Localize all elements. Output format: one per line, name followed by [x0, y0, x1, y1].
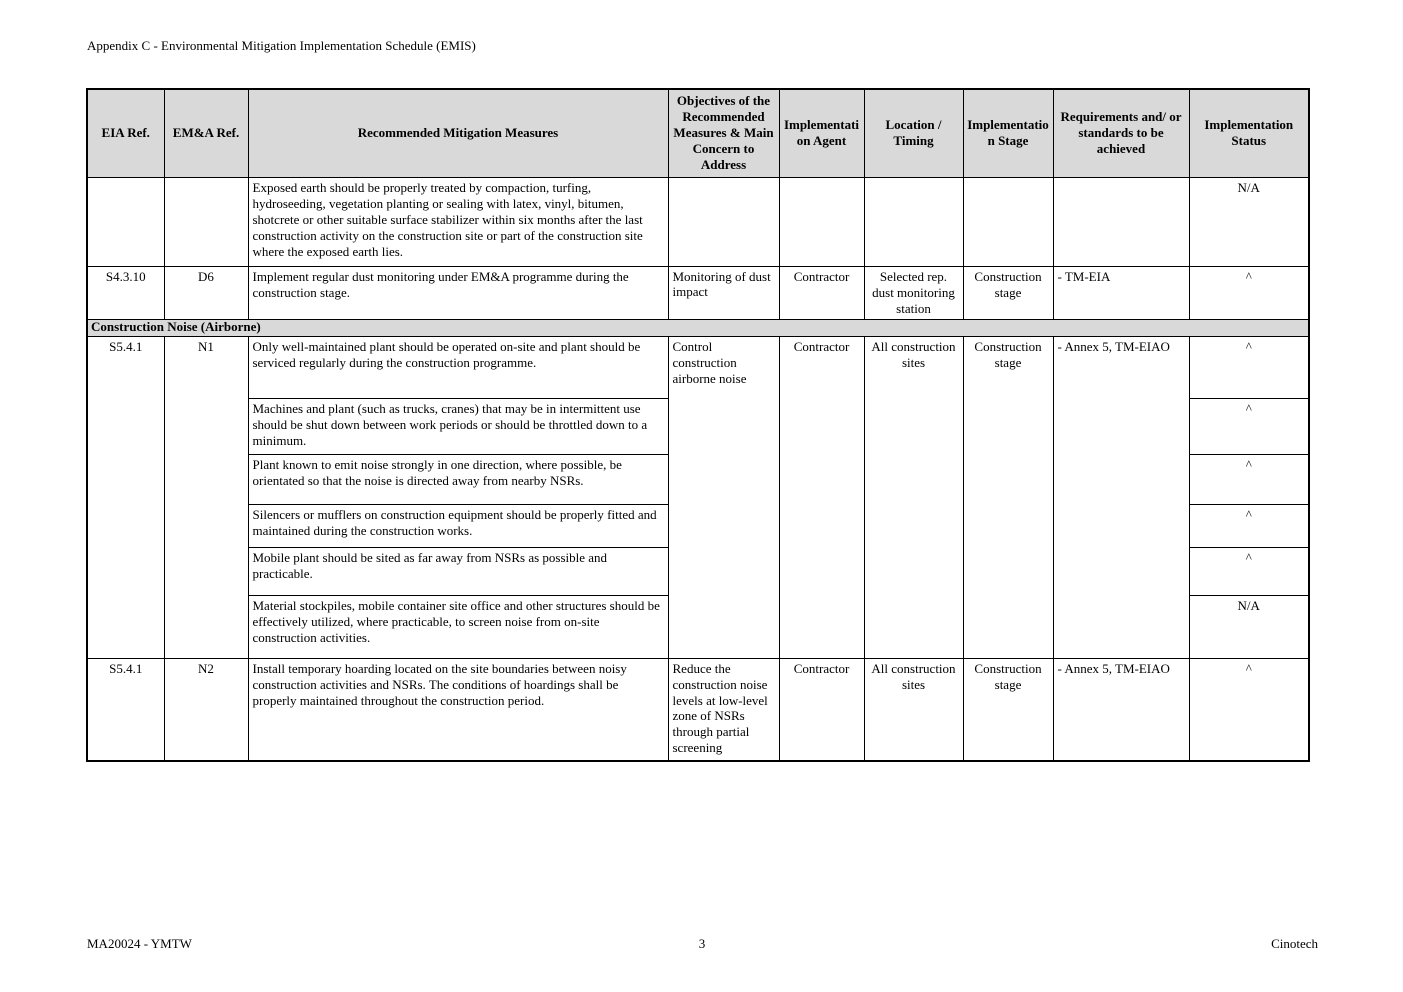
table-header-row — [87, 89, 1309, 177]
cell-status: ^ — [1189, 266, 1309, 319]
col-header-ema-ref: EM&A Ref. — [164, 89, 248, 177]
cell-eia-ref: S4.3.10 — [87, 266, 164, 319]
cell-objective — [668, 177, 779, 266]
cell-measure: Silencers or mufflers on construction equipment should be properly fitted and maintained during the construction works. — [248, 504, 668, 547]
page-title: Appendix C - Environmental Mitigation Implementation Schedule (EMIS) — [87, 38, 476, 53]
table-row-n2 — [87, 658, 1309, 761]
cell-agent — [779, 177, 864, 266]
col-header-requirements: Requirements and/ or standards to be achieved — [1053, 89, 1189, 177]
cell-status: ^ — [1189, 336, 1309, 398]
col-header-location: Location / Timing — [864, 89, 963, 177]
cell-stage — [963, 177, 1053, 266]
cell-location: All construction sites — [864, 336, 963, 658]
cell-ema-ref: N2 — [164, 658, 248, 761]
cell-agent: Contractor — [779, 658, 864, 761]
col-header-measures: Recommended Mitigation Measures — [248, 89, 668, 177]
table-row-continuation — [87, 177, 1309, 266]
cell-agent: Contractor — [779, 266, 864, 319]
cell-status: ^ — [1189, 398, 1309, 454]
cell-requirements — [1053, 177, 1189, 266]
cell-stage: Construction stage — [963, 266, 1053, 319]
cell-measure: Material stockpiles, mobile container site office and other structures should be effectively utilized, where practicable, to screen noise from on-site construction activities. — [248, 595, 668, 658]
footer-project-ref: MA20024 - YMTW — [87, 936, 192, 951]
cell-status: N/A — [1189, 177, 1309, 266]
col-header-stage: Implementation Stage — [963, 89, 1053, 177]
cell-eia-ref: S5.4.1 — [87, 658, 164, 761]
table-row-d6 — [87, 266, 1309, 319]
footer-page-number: 3 — [698, 936, 706, 951]
cell-requirements: - Annex 5, TM-EIAO — [1053, 658, 1189, 761]
cell-eia-ref — [87, 177, 164, 266]
cell-status: N/A — [1189, 595, 1309, 658]
cell-objective: Control construction airborne noise — [668, 336, 779, 658]
section-header-row — [87, 319, 1309, 336]
cell-location: All construction sites — [864, 658, 963, 761]
col-header-objectives: Objectives of the Recommended Measures & Main Concern to Address — [668, 89, 779, 177]
table-row-n1 — [87, 336, 1309, 398]
cell-measure: Only well-maintained plant should be operated on-site and plant should be serviced regularly during the construction programme. — [248, 336, 668, 398]
cell-measure: Implement regular dust monitoring under EM&A programme during the construction stage. — [248, 266, 668, 319]
cell-objective: Monitoring of dust impact — [668, 266, 779, 319]
col-header-status: Implementation Status — [1189, 89, 1309, 177]
section-header-label: Construction Noise (Airborne) — [87, 319, 1309, 336]
cell-stage: Construction stage — [963, 658, 1053, 761]
cell-ema-ref — [164, 177, 248, 266]
cell-measure: Install temporary hoarding located on the site boundaries between noisy construction activities and NSRs. The conditions of hoardings shall be properly maintained throughout the construction period. — [248, 658, 668, 761]
cell-objective: Reduce the construction noise levels at low-level zone of NSRs through partial screening — [668, 658, 779, 761]
col-header-agent: Implementation Agent — [779, 89, 864, 177]
cell-measure: Exposed earth should be properly treated by compaction, turfing, hydroseeding, vegetation planting or sealing with latex, vinyl, bitumen, shotcrete or other suitable surface stabilizer within six months after the last construction activity on the construction site or part of the construction site where the exposed earth lies. — [248, 177, 668, 266]
cell-status: ^ — [1189, 658, 1309, 761]
cell-eia-ref: S5.4.1 — [87, 336, 164, 658]
cell-status: ^ — [1189, 504, 1309, 547]
emis-table — [86, 88, 1310, 762]
cell-ema-ref: D6 — [164, 266, 248, 319]
cell-stage: Construction stage — [963, 336, 1053, 658]
cell-agent: Contractor — [779, 336, 864, 658]
cell-measure: Machines and plant (such as trucks, cranes) that may be in intermittent use should be shut down between work periods or should be throttled down to a minimum. — [248, 398, 668, 454]
cell-location — [864, 177, 963, 266]
cell-measure: Mobile plant should be sited as far away from NSRs as possible and practicable. — [248, 547, 668, 595]
cell-status: ^ — [1189, 547, 1309, 595]
cell-measure: Plant known to emit noise strongly in one direction, where possible, be orientated so that the noise is directed away from nearby NSRs. — [248, 454, 668, 504]
cell-requirements: - TM-EIA — [1053, 266, 1189, 319]
cell-requirements: - Annex 5, TM-EIAO — [1053, 336, 1189, 658]
cell-status: ^ — [1189, 454, 1309, 504]
col-header-eia-ref: EIA Ref. — [87, 89, 164, 177]
footer-company-name: Cinotech — [1271, 936, 1318, 951]
cell-location: Selected rep. dust monitoring station — [864, 266, 963, 319]
cell-ema-ref: N1 — [164, 336, 248, 658]
